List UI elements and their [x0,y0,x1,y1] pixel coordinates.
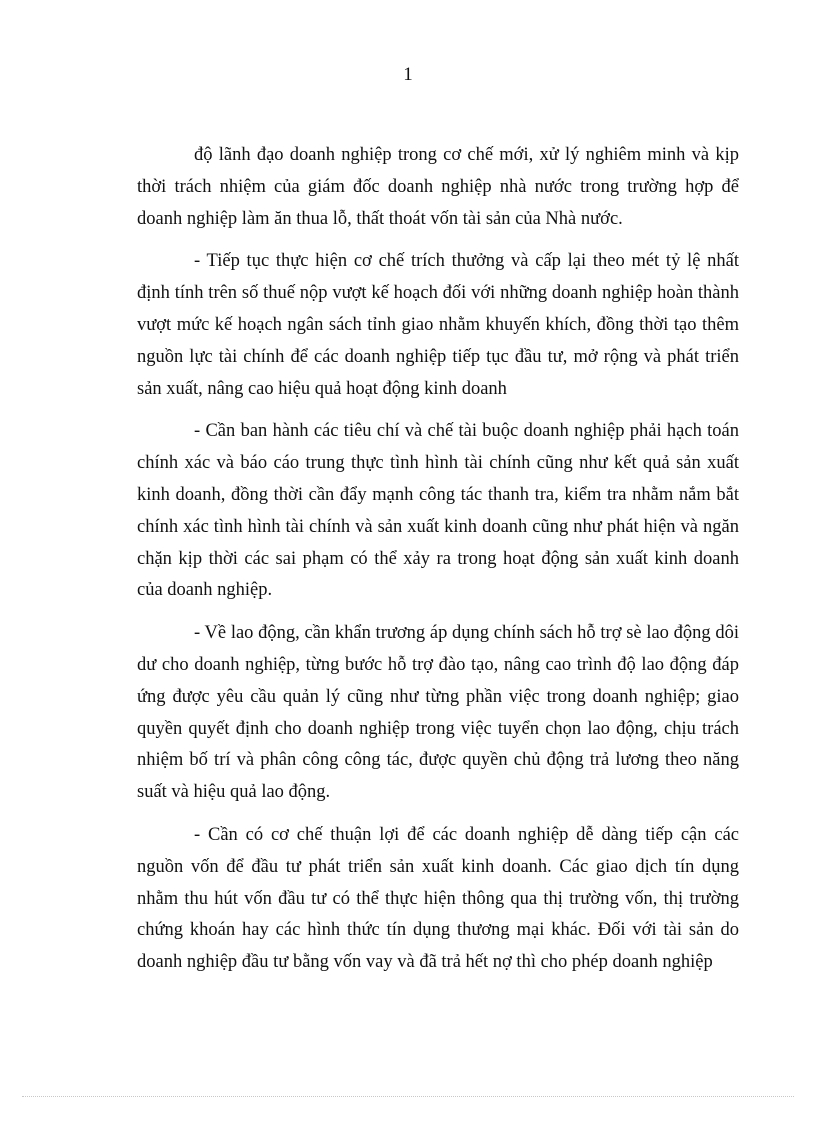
paragraph-financial-reporting: - Cần ban hành các tiêu chí và chế tài buộc doanh nghiệp phải hạch toán chính xác và báo cáo trung thực tình hình tài chính cũng như kết quả sản xuất kinh doanh, đồng thời cần đẩy mạnh công tác thanh tra, kiểm tra nhằm nắm bắt chính xác tình hình tài chính và sản xuất kinh doanh cũng như phát hiện và ngăn chặn kịp thời các sai phạm có thể xảy ra trong hoạt động sản xuất kinh doanh của doanh nghiệp. [137,421,739,601]
paragraph-bonus-mechanism: - Tiếp tục thực hiện cơ chế trích thưởng và cấp lại theo mét tỷ lệ nhất định tính trên số thuế nộp vượt kế hoạch đối với những doanh nghiệp hoàn thành vượt mức kế hoạch ngân sách tỉnh giao nhằm khuyến khích, đồng thời tạo thêm nguồn lực tài chính để các doanh nghiệp tiếp tục đầu tư, mở rộng và phát triển sản xuất, nâng cao hiệu quả hoạt động kinh doanh [137,251,739,399]
paragraph-continuation: độ lãnh đạo doanh nghiệp trong cơ chế mới, xử lý nghiêm minh và kịp thời trách nhiệm của giám đốc doanh nghiệp nhà nước trong trường hợp để doanh nghiệp làm ăn thua lỗ, thất thoát vốn tài sản của Nhà nước. [137,145,739,229]
paragraph-capital-access: - Cần có cơ chế thuận lợi để các doanh nghiệp dễ dàng tiếp cận các nguồn vốn để đầu tư phát triển sản xuất kinh doanh. Các giao dịch tín dụng nhằm thu hút vốn đầu tư có thể thực hiện thông qua thị trường vốn, thị trường chứng khoán hay các hình thức tín dụng thương mại khác. Đối với tài sản do doanh nghiệp đầu tư bằng vốn vay và đã trả hết nợ thì cho phép doanh nghiệp [137,824,739,973]
page-bottom-divider [22,1096,794,1097]
page-number: 1 [403,64,413,85]
paragraph-labor-policy: - Về lao động, cần khẩn trương áp dụng chính sách hỗ trợ sè lao động dôi dư cho doanh nghiệp, từng bước hỗ trợ đào tạo, nâng cao trình độ lao động đáp ứng được yêu cầu quản lý cũng như từng phần việc trong doanh nghiệp; giao quyền quyết định cho doanh nghiệp trong việc tuyển chọn lao động, chịu trách nhiệm bố trí và phân công công tác, được quyền chủ động trả lương theo năng suất và hiệu quả lao động. [137,623,739,803]
document-body [137,140,739,990]
